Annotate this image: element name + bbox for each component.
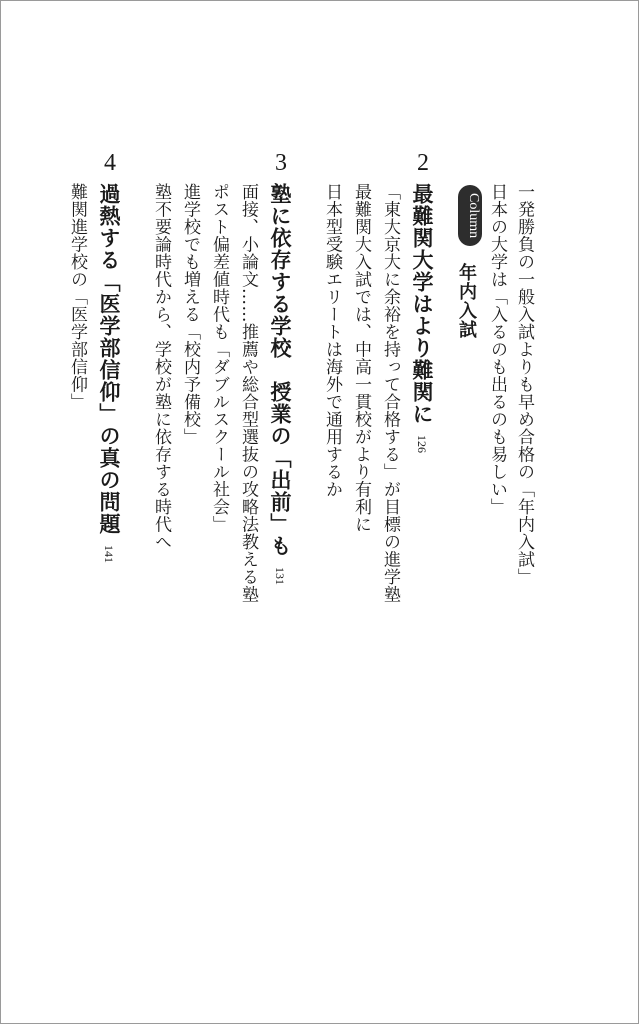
chapter-3-page: 131: [273, 567, 287, 585]
chapter-3-line-2: ポスト偏差値時代も「ダブルスクール社会」: [209, 183, 229, 533]
chapter-4-heading[interactable]: [98, 183, 119, 563]
chapter-3-number: 3: [275, 150, 287, 176]
chapter-2-page: 126: [415, 435, 429, 453]
chapter-2-heading[interactable]: [411, 183, 432, 453]
chapter-2-line-2: 最難関大入試では、中高一貫校がより有利に: [351, 183, 371, 533]
chapter-2-number: 2: [417, 150, 429, 176]
chapter-3-line-4: 塾不要論時代から、学校が塾に依存する時代へ: [151, 183, 171, 551]
column-title: 年内入試: [456, 263, 477, 339]
column-line-2: 日本の大学は「入るのも出るのも易しい」: [487, 183, 507, 516]
chapter-2-line-1: 「東大京大に余裕を持って合格する」が目標の進学塾: [380, 183, 400, 603]
chapter-2-title: 最難関大学はより難関に: [410, 183, 434, 425]
chapter-4-line-1: 難関進学校の「医学部信仰」: [67, 183, 87, 411]
chapter-3-line-1: 面接、小論文……推薦や総合型選抜の攻略法教える塾: [238, 183, 258, 603]
column-badge: Column: [458, 185, 482, 246]
column-line-1: 一発勝負の一般入試よりも早め合格の「年内入試」: [514, 183, 534, 586]
chapter-4-number: 4: [104, 150, 116, 176]
chapter-3-heading[interactable]: [269, 183, 290, 585]
chapter-4-title: 過熱する「医学部信仰」の真の問題: [97, 183, 121, 535]
chapter-3-title: 塾に依存する学校 授業の「出前」も: [268, 183, 292, 557]
chapter-4-page: 141: [102, 545, 116, 563]
chapter-2-line-3: 日本型受験エリートは海外で通用するか: [322, 183, 342, 498]
chapter-3-line-3: 進学校でも増える「校内予備校」: [180, 183, 200, 446]
